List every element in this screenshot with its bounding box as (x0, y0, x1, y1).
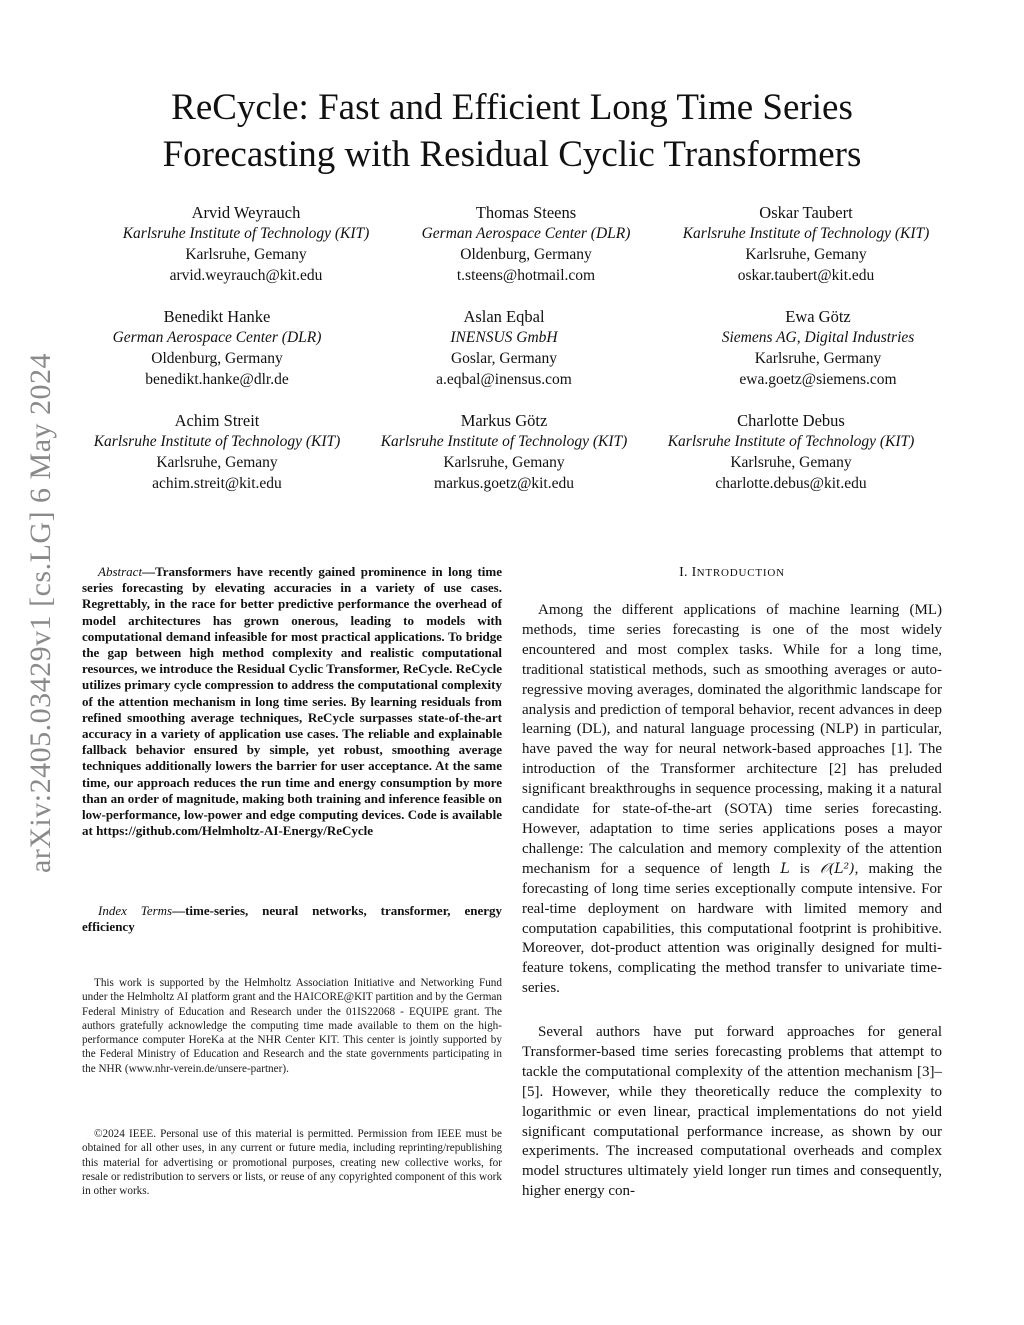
author-email: markus.goetz@kit.edu (434, 475, 574, 492)
author-block (67, 306, 367, 390)
author-name: Thomas Steens (475, 203, 577, 222)
author-email: charlotte.debus@kit.edu (715, 475, 867, 492)
author-name: Achim Streit (174, 411, 260, 430)
author-block (96, 202, 396, 286)
author-email: oskar.taubert@kit.edu (737, 267, 875, 284)
author-affiliation: Karlsruhe Institute of Technology (KIT) (682, 225, 930, 242)
intro-p1-part-b: , making the forecasting of long time series exceptionally compute intensive. For real-time deployment on hardware with limited memory and computation capabilities, this computational footprint is prohibitive. Moreover, dot-product attention was originally designed for multi-feature tokens, complicating the method transfer to univariate time-series. (522, 860, 942, 997)
author-affiliation: Karlsruhe Institute of Technology (KIT) (93, 433, 341, 450)
copyright-notice: ©2024 IEEE. Personal use of this material is permitted. Permission from IEEE must be obtained for all other uses, in any current or future media, including reprinting/republishing this material for advertising or promotional purposes, creating new collective works, for resale or redistribution to servers or lists, or reuse of any copyrighted component of this work in other works. (82, 1128, 502, 1198)
author-block (376, 202, 676, 286)
author-location: Karlsruhe, Gemany (185, 246, 307, 263)
abstract-text: —Transformers have recently gained prominence in long time series forecasting by elevating accuracies in a variety of use cases. Regrettably, in the race for better predictive performance the overhead of model architectures has grown onerous, leading to models with computational demand infeasible for most practical applications. To bridge the gap between high method complexity and realistic computational resources, we introduce the Residual Cyclic Transformer, ReCycle. ReCycle utilizes primary cycle compression to address the computational complexity of the attention mechanism in long time series. By learning residuals from refined smoothing average techniques, ReCycle surpasses state-of-the-art accuracy in a variety of application use cases. The reliable and explainable fallback behavior ensured by simple, yet robust, smoothing average techniques additionally lowers the barrier for user acceptance. At the same time, our approach reduces the run time and energy consumption by more than an order of magnitude, making both training and inference feasible on low-performance, low-power and edge computing devices. Code is available at https://github.com/Helmholtz-AI-Energy/ReCycle (82, 564, 502, 839)
author-affiliation: Karlsruhe Institute of Technology (KIT) (667, 433, 915, 450)
author-name: Benedikt Hanke (163, 307, 271, 326)
author-name: Markus Götz (460, 411, 548, 430)
intro-paragraph-1 (522, 601, 942, 999)
author-location: Goslar, Germany (450, 350, 558, 367)
author-location: Karlsruhe, Gemany (156, 454, 278, 471)
author-affiliation: Siemens AG, Digital Industries (721, 329, 915, 346)
author-name: Arvid Weyrauch (191, 203, 301, 222)
author-name: Ewa Götz (785, 307, 851, 326)
author-location: Oldenburg, Germany (460, 246, 592, 263)
arxiv-stamp-text: arXiv:2405.03429v1 [cs.LG] 6 May 2024 (24, 352, 57, 874)
author-email: arvid.weyrauch@kit.edu (169, 267, 323, 284)
author-row-1 (60, 202, 964, 288)
intro-p1-is: is (789, 860, 820, 877)
author-name: Aslan Eqbal (463, 307, 545, 326)
author-block (656, 202, 956, 286)
author-email: achim.streit@kit.edu (152, 475, 282, 492)
author-affiliation: INENSUS GmbH (450, 329, 558, 346)
author-affiliation: Karlsruhe Institute of Technology (KIT) (380, 433, 628, 450)
title-line-2: Forecasting with Residual Cyclic Transformers (162, 134, 862, 175)
author-email: ewa.goetz@siemens.com (739, 371, 897, 388)
math-complexity: 𝒪(L²) (819, 860, 855, 877)
author-location: Karlsruhe, Germany (754, 350, 882, 367)
section-title-rest: NTRODUCTION (696, 567, 785, 579)
author-row-2 (60, 306, 964, 392)
intro-p1-part-a: Among the different applications of machine learning (ML) methods, time series forecasting is one of the most widely encountered and most complex tasks. While for a long time, traditional statistical methods, such as smoothing averages or auto-regressive moving averages, dominated the algorithmic landscape for analysis and prediction of temporal behavior, recent advances in deep learning (DL), and natural language processing (NLP) in particular, have paved the way for neural network-based approaches [1]. The introduction of the Transformer architecture [2] has preluded significant breakthroughs in sequence processing, making it a natural candidate for state-of-the-art (SOTA) time series forecasting. However, adaptation to time series applications poses a mayor challenge: The calculation and memory complexity of the attention mechanism for a sequence of length (522, 602, 942, 877)
author-location: Karlsruhe, Gemany (443, 454, 565, 471)
author-block (354, 306, 654, 390)
author-location: Karlsruhe, Gemany (745, 246, 867, 263)
author-affiliation: Karlsruhe Institute of Technology (KIT) (122, 225, 370, 242)
index-terms-text: —time-series, neural networks, transformer, energy efficiency (82, 903, 502, 935)
author-email: t.steens@hotmail.com (456, 267, 596, 284)
title-line-1: ReCycle: Fast and Efficient Long Time Series (171, 87, 853, 128)
author-email: benedikt.hanke@dlr.de (145, 371, 289, 388)
abstract-label: Abstract (98, 564, 143, 579)
author-name: Charlotte Debus (737, 411, 845, 430)
section-number: I. (679, 565, 688, 580)
author-block (67, 410, 367, 494)
arxiv-identifier-stamp (14, 318, 68, 908)
author-block (354, 410, 654, 494)
author-affiliation: German Aerospace Center (DLR) (421, 225, 631, 242)
author-block (668, 306, 968, 390)
author-email: a.eqbal@inensus.com (436, 371, 572, 388)
abstract (82, 564, 502, 839)
author-location: Oldenburg, Germany (151, 350, 283, 367)
author-location: Karlsruhe, Gemany (730, 454, 852, 471)
index-terms-label: Index Terms (98, 903, 173, 918)
author-block (641, 410, 941, 494)
funding-footnote: This work is supported by the Helmholtz Association Initiative and Networking Fund under the Helmholtz AI platform grant and the HAICORE@KIT partition and by the German Federal Ministry of Education and Research under the 01IS22068 - EQUIPE grant. The authors gratefully acknowledge the computing time made available to them on the high-performance computer HoreKa at the NHR Center KIT. This center is jointly supported by the Federal Ministry of Education and Research and the state governments participating in the NHR (www.nhr-verein.de/unsere-partner). (82, 977, 502, 1075)
math-length-variable: L (780, 860, 790, 877)
paper-title (100, 84, 924, 178)
author-affiliation: German Aerospace Center (DLR) (112, 329, 322, 346)
section-title-initial: I (691, 565, 697, 580)
author-row-3 (60, 410, 964, 496)
section-heading (522, 565, 942, 581)
author-name: Oskar Taubert (759, 203, 853, 222)
index-terms (82, 903, 502, 935)
intro-paragraph-2: Several authors have put forward approaches for general Transformer-based time series forecasting problems that attempt to tackle the computational complexity of the attention mechanism [3]–[5]. However, while they theoretically reduce the complexity to logarithmic or even linear, practical implementations do not yield significant computational performance increase, as shown by our experiments. The increased computational overheads and complex model structures ultimately yield longer run times and consequently, higher energy con- (522, 1024, 942, 1200)
